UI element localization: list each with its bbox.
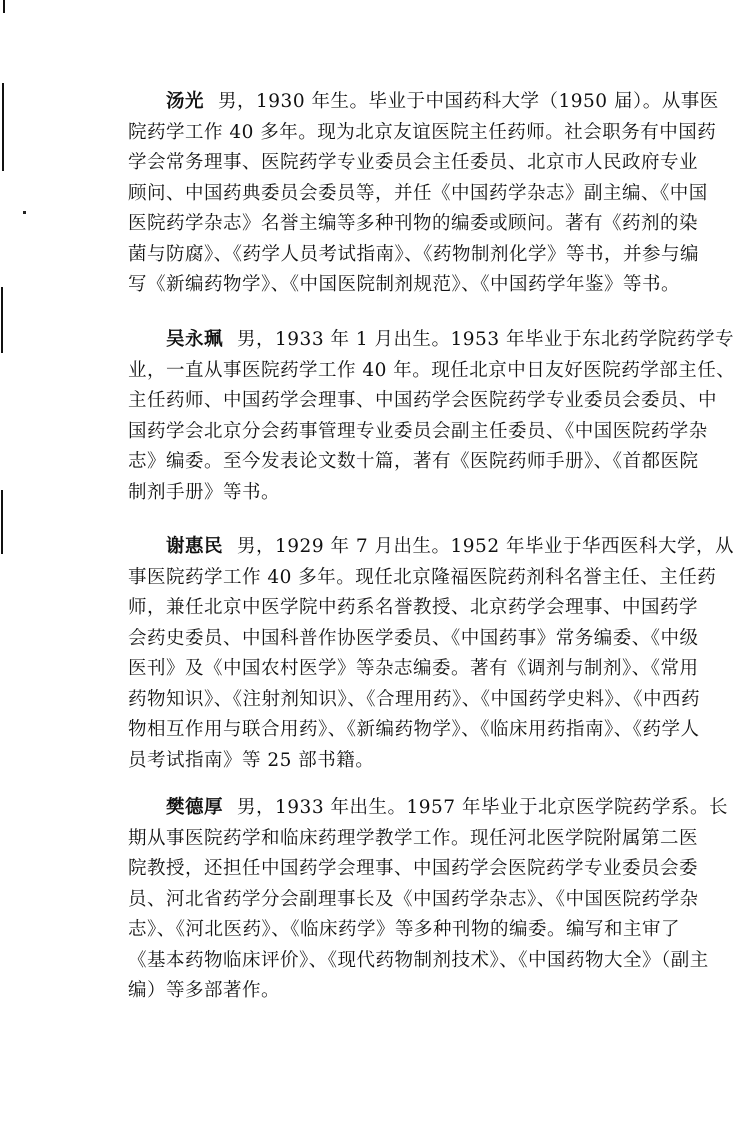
text-line bbox=[128, 715, 700, 746]
text-line bbox=[128, 209, 699, 240]
text-line bbox=[128, 118, 717, 149]
line-text: 药物知识》、《注射剂知识》、《合理用药》、《中国药学史料》、《中西药 bbox=[128, 688, 701, 710]
text-line bbox=[128, 685, 701, 716]
line-text: 写《新编药物学》、《中国医院制剂规范》、《中国药学年鉴》等书。 bbox=[128, 274, 681, 295]
line-text: 顾问、中国药典委员会委员等，并任《中国药学杂志》副主编、《中国 bbox=[128, 182, 708, 204]
line-text: 学会常务理事、医院药学专业委员会主任委员、北京市人民政府专业 bbox=[128, 152, 699, 173]
line-text: 员考试指南》等 25 部书籍。 bbox=[128, 749, 375, 771]
text-line bbox=[128, 240, 700, 271]
biography-entry bbox=[128, 793, 728, 1007]
biography-entry bbox=[128, 532, 734, 776]
line-text: 国药学会北京分会药事管理专业委员会副主任委员、《中国医院药学杂 bbox=[128, 420, 708, 442]
text-line bbox=[128, 854, 699, 885]
line-text: 员、河北省药学分会副理事长及《中国药学杂志》、《中国医院药学杂 bbox=[128, 888, 699, 910]
text-line bbox=[128, 563, 717, 594]
line-text: 志》、《河北医药》、《临床药学》等多种刊物的编委。编写和主审了 bbox=[128, 919, 681, 940]
text-line bbox=[128, 915, 681, 946]
line-text: 菌与防腐》、《药学人员考试指南》、《药物制剂化学》等书，并参与编 bbox=[128, 243, 700, 265]
text-line bbox=[128, 793, 728, 824]
person-name: 吴永珮 bbox=[166, 329, 224, 350]
line-text: 业，一直从事医院药学工作 40 年。现任北京中日友好医院药学部主任、 bbox=[128, 359, 736, 381]
text-line bbox=[128, 386, 718, 417]
person-name: 汤光 bbox=[166, 91, 205, 112]
text-line bbox=[128, 593, 699, 624]
text-line bbox=[128, 148, 699, 179]
line-text: 男，1933 年出生。1957 年毕业于北京医学院药学系。长 bbox=[237, 797, 728, 818]
line-text: 会药史委员、中国科普作协医学委员、《中国药事》常务编委、《中级 bbox=[128, 627, 699, 649]
text-line bbox=[128, 746, 676, 777]
text-line bbox=[128, 946, 709, 977]
text-line bbox=[128, 447, 699, 478]
line-text: 期从事医院药学和临床药理学教学工作。现任河北医学院附属第二医 bbox=[128, 827, 699, 849]
text-line bbox=[128, 478, 676, 509]
text-line bbox=[128, 824, 699, 855]
line-text: 志》编委。至今发表论文数十篇，著有《医院药师手册》、《首都医院 bbox=[128, 451, 699, 472]
text-line bbox=[128, 270, 681, 301]
text-line bbox=[128, 417, 708, 448]
line-text: 医院药学杂志》名誉主编等多种刊物的编委或顾问。著有《药剂的染 bbox=[128, 213, 699, 234]
line-text: 男，1929 年 7 月出生。1952 年毕业于华西医科大学，从 bbox=[237, 536, 734, 557]
text-line bbox=[128, 356, 736, 387]
text-line bbox=[128, 624, 699, 655]
line-text: 事医院药学工作 40 多年。现任北京隆福医院药剂科名誉主任、主任药 bbox=[128, 566, 717, 588]
line-text: 制剂手册》等书。 bbox=[128, 481, 281, 503]
biography-entry bbox=[128, 87, 719, 301]
text-line bbox=[128, 532, 734, 563]
line-text: 院药学工作 40 多年。现为北京友谊医院主任药师。社会职务有中国药 bbox=[128, 121, 717, 143]
scan-edge-mark bbox=[1, 287, 3, 353]
line-text: 男，1933 年 1 月出生。1953 年毕业于东北药学院药学专 bbox=[237, 329, 734, 350]
line-text: 男，1930 年生。毕业于中国药科大学（1950 届）。从事医 bbox=[218, 91, 719, 112]
person-name: 樊德厚 bbox=[166, 797, 224, 818]
scan-speck bbox=[23, 211, 26, 214]
text-line bbox=[128, 885, 699, 916]
line-text: 编）等多部著作。 bbox=[128, 980, 281, 1001]
biography-entry bbox=[128, 325, 736, 508]
line-text: 院教授，还担任中国药学会理事、中国药学会医院药学专业委员会委 bbox=[128, 858, 699, 879]
text-line bbox=[128, 325, 734, 356]
scan-edge-mark bbox=[1, 490, 3, 554]
text-line bbox=[128, 976, 676, 1007]
scan-edge-mark bbox=[2, 83, 4, 171]
line-text: 师，兼任北京中医学院中药系名誉教授、北京药学会理事、中国药学 bbox=[128, 597, 699, 618]
text-line bbox=[128, 654, 699, 685]
line-text: 物相互作用与联合用药》、《新编药物学》、《临床用药指南》、《药学人 bbox=[128, 719, 700, 740]
text-line bbox=[128, 87, 719, 118]
line-text: 《基本药物临床评价》、《现代药物制剂技术》、《中国药物大全》（副主 bbox=[128, 949, 709, 971]
scan-edge-mark bbox=[3, 0, 5, 13]
person-name: 谢惠民 bbox=[166, 536, 224, 557]
line-text: 主任药师、中国药学会理事、中国药学会医院药学专业委员会委员、中 bbox=[128, 390, 718, 411]
text-line bbox=[128, 179, 708, 210]
line-text: 医刊》及《中国农村医学》等杂志编委。著有《调剂与制剂》、《常用 bbox=[128, 658, 699, 679]
